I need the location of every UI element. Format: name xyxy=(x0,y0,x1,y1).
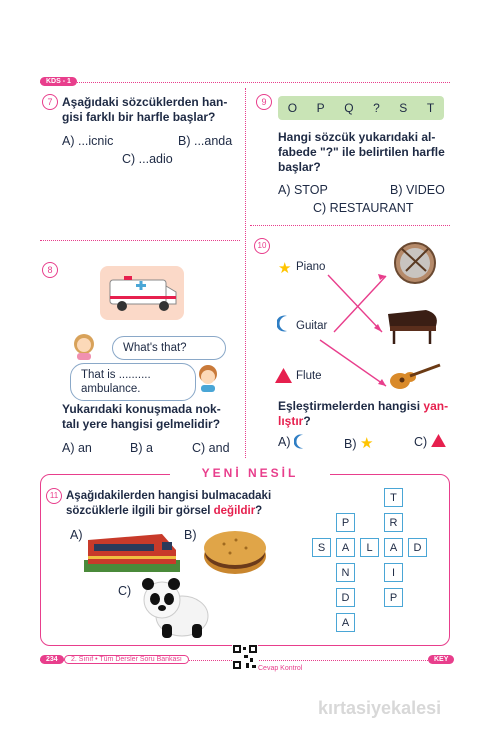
crossword-cell: R xyxy=(384,513,403,532)
option-b[interactable]: B) a xyxy=(130,441,153,455)
option-b[interactable] xyxy=(344,434,373,452)
option-a-label: A) xyxy=(278,435,291,449)
watermark: kırtasiyekalesi xyxy=(318,698,442,718)
crossword-grid xyxy=(300,488,440,634)
moon-icon xyxy=(294,434,306,449)
row-divider-left xyxy=(40,240,240,241)
letter: P xyxy=(316,101,325,115)
moon-icon xyxy=(277,315,290,332)
crossword-cell: A xyxy=(336,538,355,557)
option-a[interactable]: A) STOP xyxy=(278,183,328,197)
emphasis-text: lıştır xyxy=(278,414,304,428)
letter: T xyxy=(426,101,435,115)
crossword-cell: D xyxy=(336,588,355,607)
piano-image xyxy=(386,304,442,346)
q9-line2: fabede "?" ile belirtilen harfle xyxy=(278,145,445,159)
q10-line2 xyxy=(278,414,448,429)
ambulance-image xyxy=(100,266,184,320)
q7-line1: Aşağıdaki sözcüklerden han- xyxy=(62,95,228,109)
letter: ? xyxy=(373,101,380,115)
qr-code-icon xyxy=(232,644,258,670)
bubble-line1: That is .......... xyxy=(81,369,151,381)
q11-line2-end: ? xyxy=(255,505,263,517)
crossword-cell: T xyxy=(384,488,403,507)
crossword-cell: L xyxy=(360,538,379,557)
bubble-line2: ambulance. xyxy=(81,383,141,395)
header-rule xyxy=(40,82,450,83)
option-b-label: B) xyxy=(344,437,357,451)
question-number: 10 xyxy=(254,238,270,254)
q9-line1: Hangi sözcük yukarıdaki al- xyxy=(278,130,436,144)
question-text xyxy=(62,402,221,432)
star-icon: ★ xyxy=(359,435,374,452)
question-number: 9 xyxy=(256,94,272,110)
crossword-cell: P xyxy=(336,513,355,532)
option-a[interactable]: A) xyxy=(70,528,83,542)
q11-line1: Aşağıdakilerden hangisi bulmacadaki xyxy=(66,490,272,502)
question-text xyxy=(62,95,227,125)
option-a[interactable] xyxy=(278,434,306,449)
crossword-cell: A xyxy=(336,613,355,632)
option-b[interactable]: B) ...anda xyxy=(178,134,233,148)
option-c-label: C) xyxy=(414,435,428,449)
biscuit-image xyxy=(202,526,268,578)
q10-line1-text: Eşleştirmelerden hangisi xyxy=(278,399,424,413)
drum-image xyxy=(392,241,438,285)
emphasis-text: yan- xyxy=(423,399,449,413)
match-left-guitar: Guitar xyxy=(296,320,328,332)
page-number: 234 xyxy=(40,655,64,664)
question-text xyxy=(278,130,445,175)
option-c[interactable] xyxy=(414,434,446,449)
option-b[interactable]: B) xyxy=(184,528,197,542)
match-left-piano: Piano xyxy=(296,261,326,273)
letter: O xyxy=(287,101,298,115)
q11-line2-text: sözcüklerle ilgili bir görsel xyxy=(66,505,214,517)
q11-line2 xyxy=(66,504,271,519)
panda-image xyxy=(136,574,212,640)
option-c[interactable]: C) and xyxy=(192,441,230,455)
triangle-icon xyxy=(431,434,446,447)
triangle-icon xyxy=(275,368,292,383)
q7-line2: gisi farklı bir harfle başlar? xyxy=(62,110,216,124)
boy-avatar xyxy=(196,364,220,392)
q8-line2: talı yere hangisi gelmelidir? xyxy=(62,417,221,431)
option-b[interactable]: B) VIDEO xyxy=(390,183,445,197)
question-text xyxy=(278,399,448,429)
option-a[interactable]: A) ...icnic xyxy=(62,134,114,148)
guitar-image xyxy=(388,361,444,391)
q10-line2-end: ? xyxy=(303,414,311,428)
q9-line3: başlar? xyxy=(278,160,321,174)
question-text xyxy=(66,489,271,519)
star-icon: ★ xyxy=(278,260,292,277)
letter: S xyxy=(399,101,408,115)
book-title: 2. Sınıf • Tüm Dersler Soru Bankası xyxy=(64,655,189,664)
emphasis-text: değildir xyxy=(213,505,256,517)
question-number: 8 xyxy=(42,262,58,278)
option-c[interactable]: C) ...adio xyxy=(122,152,173,166)
answer-check-link[interactable]: Cevap Kontrol xyxy=(258,665,303,672)
crossword-cell: P xyxy=(384,588,403,607)
letter: Q xyxy=(344,101,354,115)
speech-bubble: What's that? xyxy=(112,336,226,360)
alphabet-strip xyxy=(278,96,444,120)
crossword-cell: N xyxy=(336,563,355,582)
answer-key-tag[interactable]: KEY xyxy=(428,655,454,664)
q8-line1: Yukarıdaki konuşmada nok- xyxy=(62,402,221,416)
question-number: 11 xyxy=(46,488,62,504)
column-divider xyxy=(245,88,246,458)
train-image xyxy=(84,524,180,574)
crossword-cell: D xyxy=(408,538,427,557)
girl-avatar xyxy=(72,332,96,360)
q10-line1 xyxy=(278,399,448,414)
row-divider-right xyxy=(250,225,450,226)
crossword-cell: I xyxy=(384,563,403,582)
section-tag: KDS - 1 xyxy=(40,77,77,86)
crossword-cell: S xyxy=(312,538,331,557)
speech-bubble xyxy=(70,363,196,401)
crossword-cell: A xyxy=(384,538,403,557)
match-left-flute: Flute xyxy=(296,370,322,382)
option-c[interactable]: C) RESTAURANT xyxy=(313,201,414,215)
option-a[interactable]: A) an xyxy=(62,441,92,455)
section-title: YENİ NESİL xyxy=(170,466,330,480)
question-number: 7 xyxy=(42,94,58,110)
option-c[interactable]: C) xyxy=(118,584,132,598)
